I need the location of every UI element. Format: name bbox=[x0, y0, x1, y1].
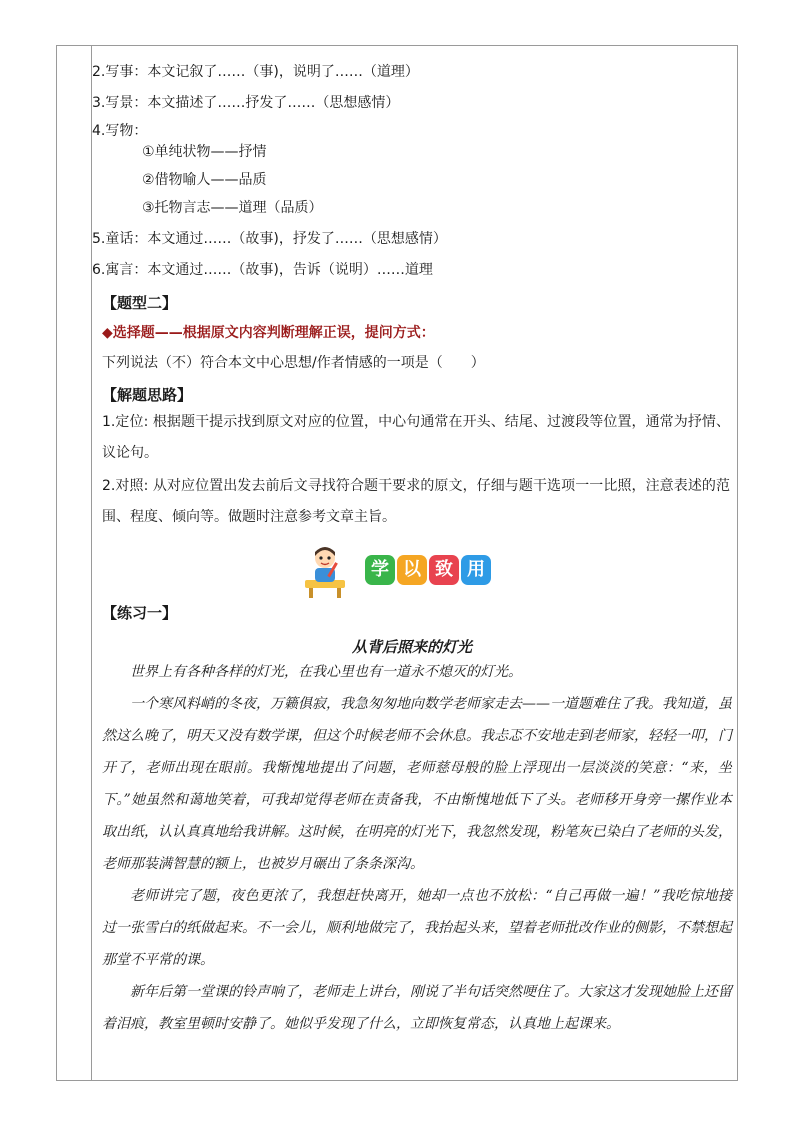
banner-char-xue: 学 bbox=[365, 555, 395, 585]
banner-char-zhi: 致 bbox=[429, 555, 459, 585]
apply-learning-banner bbox=[303, 544, 493, 600]
list-item-write-object: 4.写物： bbox=[92, 123, 148, 139]
story-paragraph: 老师讲完了题，夜色更浓了，我想赶快离开，她却一点也不放松：“自己再做一遍！”我吃惊地接过一张雪白的纸做起来。不一会儿，顺利地做完了，我抬起头来，望着老师批改作业的侧影，不禁想起那堂不平常的课。 bbox=[102, 888, 732, 968]
method-point-locate: 1.定位: 根据题干提示找到原文对应的位置，中心句通常在开头、结尾、过渡段等位置，通常为抒情、议论句。 bbox=[102, 414, 730, 461]
section-heading-method: 【解题思路】 bbox=[102, 386, 193, 404]
banner-char-yong: 用 bbox=[461, 555, 491, 585]
story-paragraph: 一个寒风料峭的冬夜，万籁俱寂，我急匆匆地向数学老师家走去——一道题难住了我。我知道，虽然这么晚了，明天又没有数学课，但这个时候老师不会休息。我忐忑不安地走到老师家，轻轻一叩，门开了，老师出现在眼前。我惭愧地提出了问题，老师慈母般的脸上浮现出一层淡淡的笑意：“来，坐下。”她虽然和蔼地笑着，可我却觉得老师在责备我，不由惭愧地低下了头。老师移开身旁一摞作业本取出纸，认认真真地给我讲解。这时候，在明亮的灯光下，我忽然发现，粉笔灰已染白了老师的头发，老师那装满智慧的额上，也被岁月碾出了条条深沟。 bbox=[102, 696, 732, 872]
story-paragraph: 新年后第一堂课的铃声响了，老师走上讲台，刚说了半句话突然哽住了。大家这才发现她脸上还留着泪痕，教室里顿时安静了。她似乎发现了什么，立即恢复常态，认真地上起课来。 bbox=[102, 984, 732, 1032]
section-heading-type2: 【题型二】 bbox=[102, 294, 178, 312]
list-item-fairy-tale: 5.童话：本文通过……（故事)，抒发了……（思想感情） bbox=[92, 231, 447, 247]
sub-item-aspiration: ③托物言志——道理（品质） bbox=[142, 200, 323, 216]
list-item-write-scenery: 3.写景：本文描述了……抒发了……（思想感情） bbox=[92, 95, 400, 111]
sub-item-metaphor: ②借物喻人——品质 bbox=[142, 172, 267, 188]
story-body bbox=[102, 656, 732, 1040]
story-paragraph: 世界上有各种各样的灯光，在我心里也有一道永不熄灭的灯光。 bbox=[130, 664, 522, 680]
student-writing-icon bbox=[303, 544, 359, 600]
section-heading-practice1: 【练习一】 bbox=[102, 604, 178, 622]
question-pattern: 下列说法（不）符合本文中心思想/作者情感的一项是（ ） bbox=[102, 355, 485, 371]
story-title: 从背后照来的灯光 bbox=[351, 638, 472, 656]
method-point-compare: 2.对照: 从对应位置出发去前后文寻找符合题干要求的原文，仔细与题干选项一一比照，注意表述的范围、程度、倾向等。做题时注意参考文章主旨。 bbox=[102, 478, 730, 525]
list-item-fable: 6.寓言：本文通过……（故事)，告诉（说明）……道理 bbox=[92, 262, 433, 278]
list-item-write-event: 2.写事：本文记叙了……（事)，说明了……（道理） bbox=[92, 64, 419, 80]
banner-char-yi: 以 bbox=[397, 555, 427, 585]
sub-item-describe: ①单纯状物——抒情 bbox=[142, 144, 267, 160]
question-type-label: ◆选择题——根据原文内容判断理解正误，提问方式： bbox=[102, 325, 435, 341]
